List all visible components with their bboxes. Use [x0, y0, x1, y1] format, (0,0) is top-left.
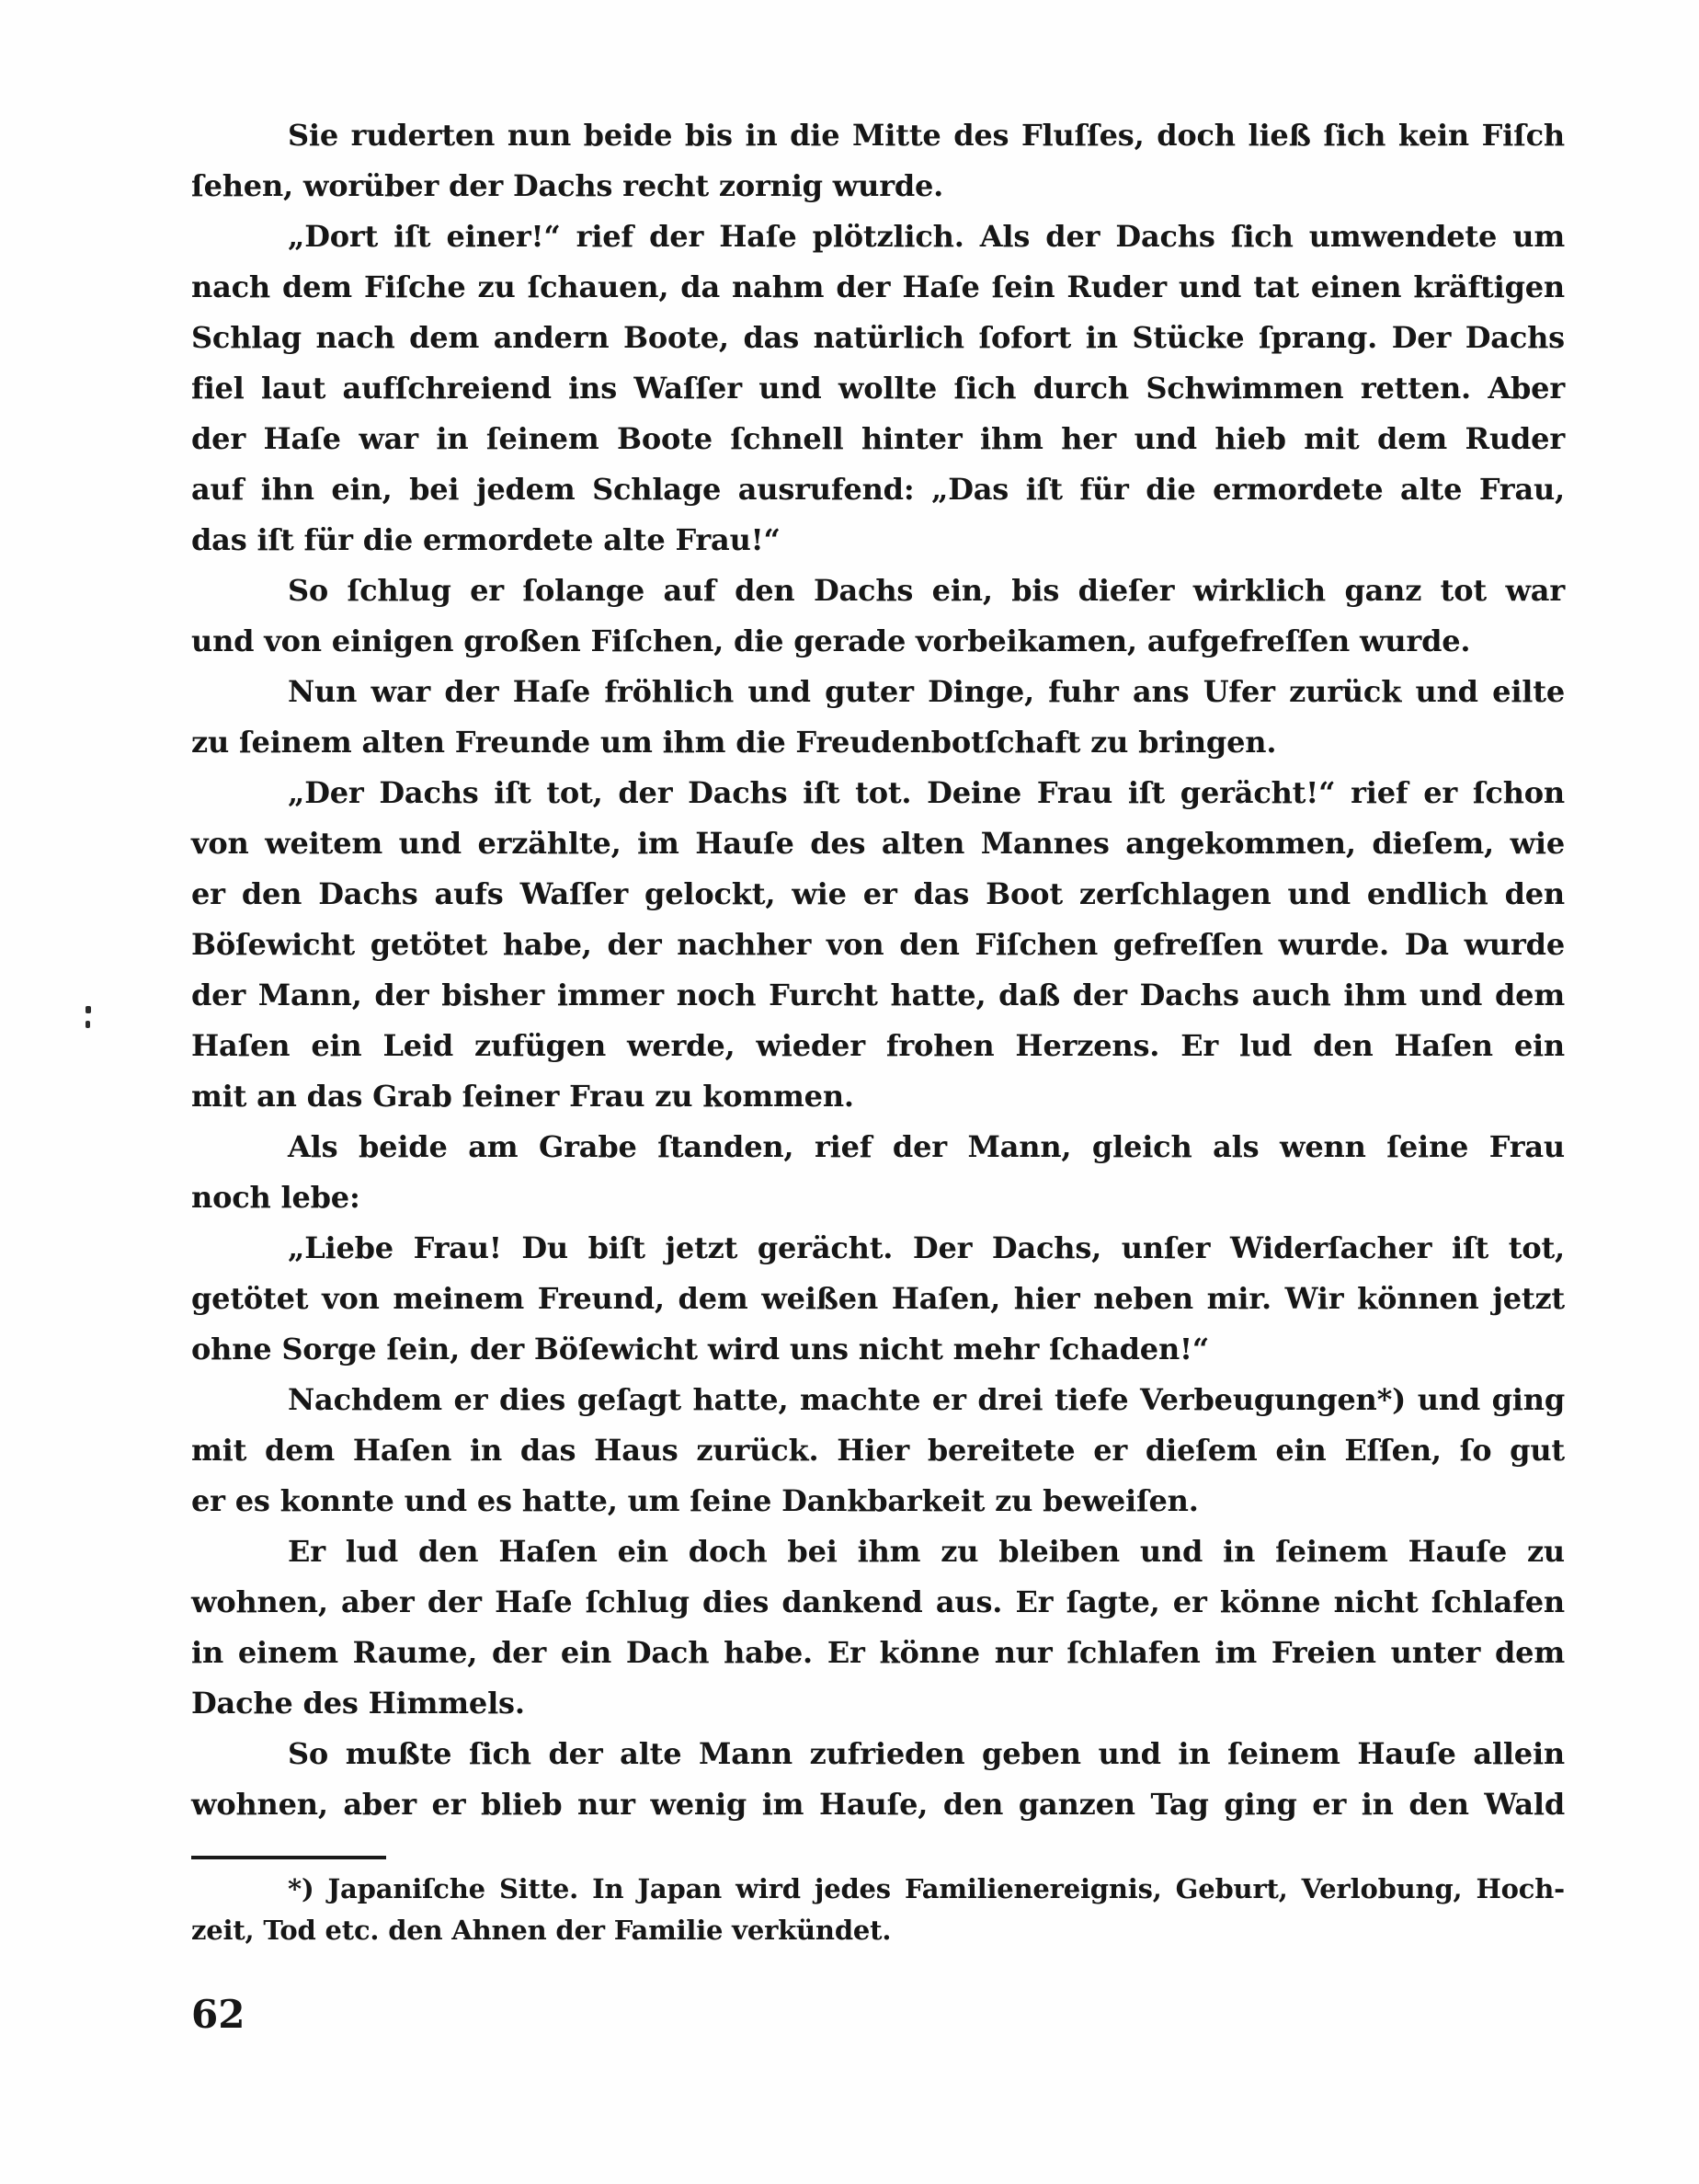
- text-line: der Mann, der bisher immer noch Furcht hatte, daß der Dachs auch ihm und dem: [191, 978, 1565, 1012]
- text-line: getötet von meinem Freund, dem weißen Haſen, hier neben mir. Wir können jetzt: [191, 1281, 1565, 1316]
- text-line: mit dem Haſen in das Haus zurück. Hier bereitete er dieſem ein Eſſen, ſo gut: [191, 1433, 1565, 1468]
- text-line: Dache des Himmels.: [191, 1686, 525, 1721]
- text-line: zu ſeinem alten Freunde um ihm die Freudenbotſchaft zu bringen.: [191, 725, 1277, 760]
- text-line: von weitem und erzählte, im Hauſe des alten Mannes angekommen, dieſem, wie: [191, 826, 1565, 861]
- text-line: er den Dachs aufs Waſſer gelockt, wie er das Boot zerſchlagen und endlich den: [191, 876, 1565, 911]
- text-line: und von einigen großen Fiſchen, die gerade vorbeikamen, aufgefreſſen wurde.: [191, 623, 1471, 658]
- scan-artifact: [85, 1006, 92, 1032]
- text-line: zeit, Tod etc. den Ahnen der Familie verkündet.: [191, 1915, 892, 1946]
- text-line: Als beide am Grabe ſtanden, rief der Mann, gleich als wenn ſeine Frau: [288, 1129, 1565, 1164]
- footnote: [191, 1869, 1565, 1951]
- text-line: So ſchlug er ſolange auf den Dachs ein, bis dieſer wirklich ganz tot war: [288, 573, 1565, 608]
- text-line: Nachdem er dies geſagt hatte, machte er drei tiefe Verbeugungen*) und ging: [288, 1382, 1565, 1417]
- text-line: in einem Raume, der ein Dach habe. Er könne nur ſchlafen im Freien unter dem: [191, 1635, 1565, 1670]
- text-line: mit an das Grab ſeiner Frau zu kommen.: [191, 1079, 854, 1114]
- text-line: das iſt für die ermordete alte Frau!“: [191, 522, 781, 557]
- text-line: noch lebe:: [191, 1180, 360, 1215]
- text-line: *) Japaniſche Sitte. In Japan wird jedes Familienereignis, Geburt, Verlobung, Hoch-: [288, 1873, 1565, 1904]
- text-line: nach dem Fiſche zu ſchauen, da nahm der Haſe ſein Ruder und tat einen kräftigen: [191, 269, 1565, 304]
- text-line: fiel laut aufſchreiend ins Waſſer und wollte ſich durch Schwimmen retten. Aber: [191, 371, 1565, 406]
- text-line: Böſewicht getötet habe, der nachher von den Fiſchen gefreſſen wurde. Da wurde: [191, 927, 1565, 962]
- text-line: Sie ruderten nun beide bis in die Mitte des Fluſſes, doch ließ ſich kein Fiſch: [288, 118, 1565, 153]
- text-line: So mußte ſich der alte Mann zufrieden geben und in ſeinem Hauſe allein: [288, 1736, 1565, 1771]
- footnote-separator: [191, 1856, 386, 1859]
- text-line: ſehen, worüber der Dachs recht zornig wurde.: [191, 168, 944, 203]
- story-text: [191, 110, 1565, 1830]
- text-line: „Dort iſt einer!“ rief der Haſe plötzlich. Als der Dachs ſich umwendete um: [288, 219, 1565, 254]
- text-line: Haſen ein Leid zufügen werde, wieder frohen Herzens. Er lud den Haſen ein: [191, 1028, 1565, 1063]
- text-line: der Haſe war in ſeinem Boote ſchnell hinter ihm her und hieb mit dem Ruder: [191, 421, 1565, 456]
- text-line: auf ihn ein, bei jedem Schlage ausrufend: „Das iſt für die ermordete alte Frau,: [191, 472, 1565, 507]
- page-number: 62: [191, 1992, 245, 2037]
- text-line: ohne Sorge ſein, der Böſewicht wird uns nicht mehr ſchaden!“: [191, 1332, 1210, 1366]
- text-line: Nun war der Haſe fröhlich und guter Dinge, fuhr ans Ufer zurück und eilte: [288, 674, 1565, 709]
- text-line: „Liebe Frau! Du biſt jetzt gerächt. Der Dachs, unſer Widerſacher iſt tot,: [288, 1230, 1565, 1265]
- text-line: „Der Dachs iſt tot, der Dachs iſt tot. Deine Frau iſt gerächt!“ rief er ſchon: [288, 775, 1565, 810]
- text-line: er es konnte und es hatte, um ſeine Dankbarkeit zu beweiſen.: [191, 1483, 1199, 1518]
- text-line: Er lud den Haſen ein doch bei ihm zu bleiben und in ſeinem Hauſe zu: [288, 1534, 1565, 1569]
- text-line: wohnen, aber er blieb nur wenig im Hauſe, den ganzen Tag ging er in den Wald: [191, 1787, 1565, 1822]
- text-line: Schlag nach dem andern Boote, das natürlich ſofort in Stücke ſprang. Der Dachs: [191, 320, 1565, 355]
- text-line: wohnen, aber der Haſe ſchlug dies dankend aus. Er ſagte, er könne nicht ſchlafen: [191, 1584, 1565, 1619]
